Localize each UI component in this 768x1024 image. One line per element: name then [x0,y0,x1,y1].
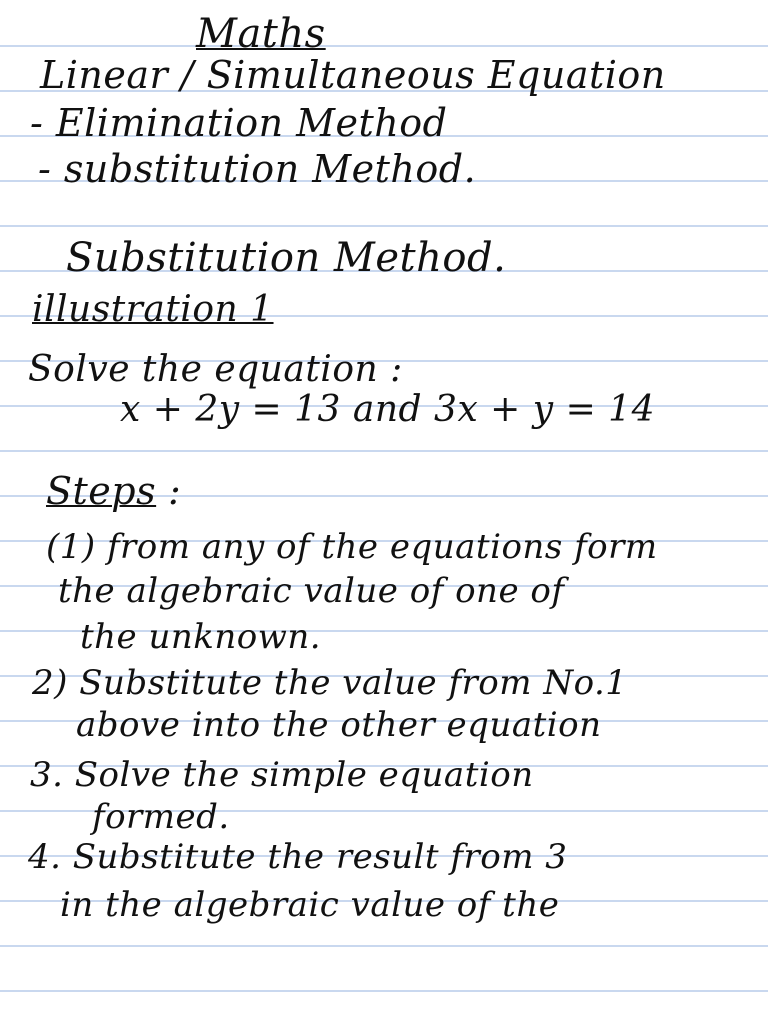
equation-line: x + 2y = 13 and 3x + y = 14 [120,389,655,430]
step-1-line-2: the algebraic value of one of [58,571,565,611]
step-2-line-1: 2) Substitute the value from No.1 [32,663,628,703]
section-title: Substitution Method. [66,235,507,281]
note-heading: Linear / Simultaneous Equation [40,53,666,97]
note-title: Maths [196,11,326,57]
method-item-substitution: - substitution Method. [38,147,477,191]
steps-label: Steps [46,469,157,513]
step-1-line-1: (1) from any of the equations form [46,527,658,567]
step-4-line-2: in the algebraic value of the [60,885,560,925]
steps-colon: : [168,469,182,513]
step-2-line-2: above into the other equation [76,705,602,745]
illustration-label: illustration 1 [32,289,274,330]
method-item-elimination: - Elimination Method [30,101,448,145]
step-4-line-1: 4. Substitute the result from 3 [28,837,568,877]
step-3-line-2: formed. [92,797,230,837]
problem-prompt: Solve the equation : [28,349,403,390]
step-1-line-3: the unknown. [80,617,322,657]
step-3-line-1: 3. Solve the simple equation [30,755,534,795]
